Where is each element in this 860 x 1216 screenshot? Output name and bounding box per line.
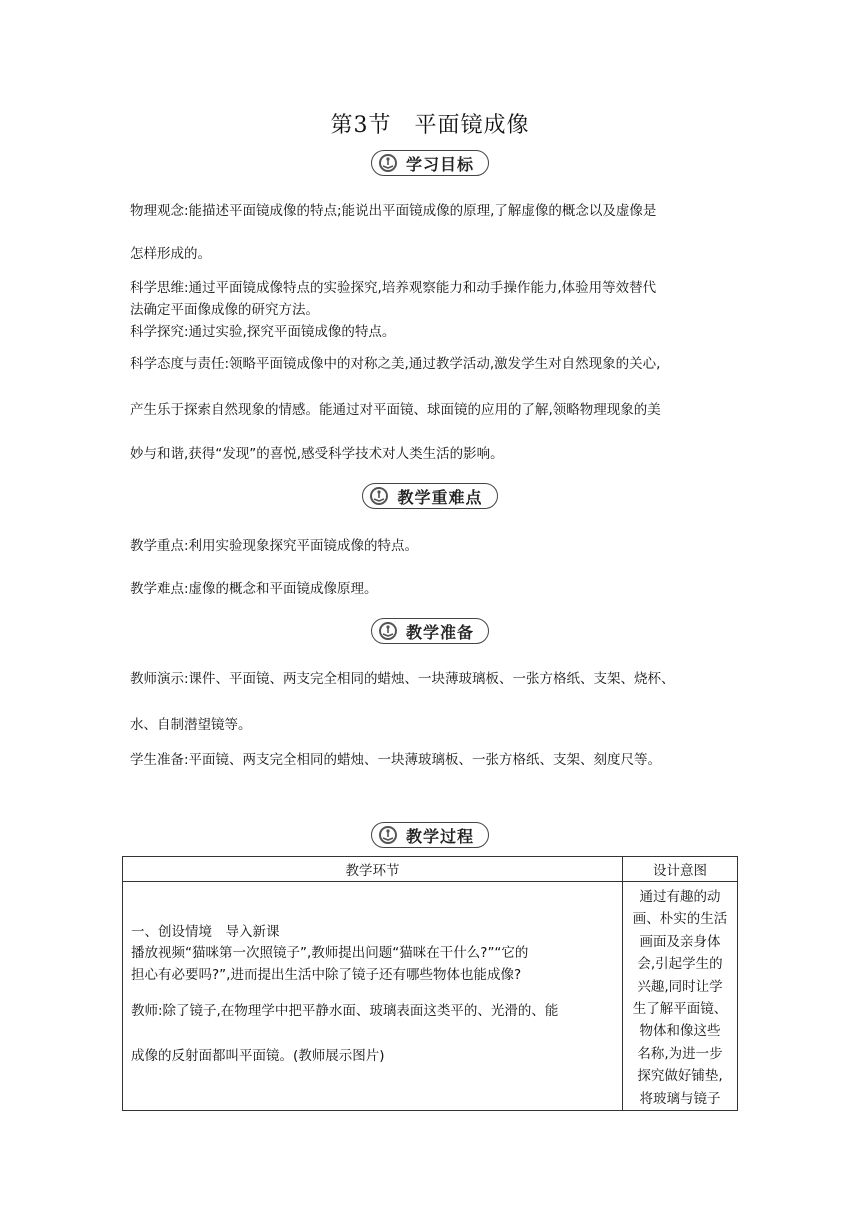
step-title: 一、创设情境 导入新课 bbox=[131, 924, 280, 940]
page-title: 第3节 平面镜成像 bbox=[330, 113, 530, 138]
intent-line: 会,引起学生的 bbox=[637, 956, 723, 973]
section-badge-goals bbox=[0, 150, 860, 176]
prep-teacher: 教师演示:课件、平面镜、两支完全相同的蜡烛、一块薄玻璃板、一张方格纸、支架、烧杯、 bbox=[130, 671, 675, 687]
goal-science-thinking-cont: 法确定平面像成像的研究方法。 bbox=[130, 302, 319, 318]
key-point-difficulty: 教学难点:虚像的概念和平面镜成像原理。 bbox=[130, 581, 378, 597]
table-row bbox=[123, 882, 738, 1111]
step-text: 播放视频“猫咪第一次照镜子”,教师提出问题“猫咪在干什么?”“它的 bbox=[131, 945, 529, 961]
goal-physics-concept-cont: 怎样形成的。 bbox=[130, 246, 211, 262]
intent-line: 画、朴实的生活 bbox=[632, 911, 728, 928]
goal-science-thinking: 科学思维:通过平面镜成像特点的实验探究,培养观察能力和动手操作能力,体验用等效替代 bbox=[130, 280, 657, 296]
section-badge-key-points bbox=[0, 483, 860, 509]
section-title: 教学重难点 bbox=[397, 487, 483, 507]
section-title: 学习目标 bbox=[405, 154, 474, 174]
intent-line: 画面及亲身体 bbox=[639, 933, 721, 950]
section-title: 教学准备 bbox=[405, 622, 474, 642]
table-header-cell: 教学环节 bbox=[123, 857, 623, 882]
book-swirl-icon bbox=[378, 153, 398, 173]
design-intent-cell bbox=[623, 882, 738, 1111]
goal-attitude-cont-1: 产生乐于探索自然现象的情感。能通过对平面镜、球面镜的应用的了解,领略物理现象的美 bbox=[130, 402, 661, 418]
process-table bbox=[122, 856, 738, 1111]
intent-line: 将玻璃与镜子 bbox=[639, 1090, 721, 1107]
process-step-cell bbox=[123, 882, 623, 1111]
step-text: 教师:除了镜子,在物理学中把平静水面、玻璃表面这类平的、光滑的、能 bbox=[131, 1003, 559, 1019]
intent-line: 探究做好铺垫, bbox=[637, 1068, 723, 1085]
prep-teacher-cont: 水、自制潜望镜等。 bbox=[130, 717, 252, 733]
table-header-row bbox=[123, 857, 738, 882]
section-title: 教学过程 bbox=[405, 826, 474, 846]
key-point-focus: 教学重点:利用实验现象探究平面镜成像的特点。 bbox=[130, 538, 419, 554]
intent-line: 名称,为进一步 bbox=[637, 1045, 723, 1062]
intent-line: 物体和像这些 bbox=[639, 1023, 721, 1040]
book-swirl-icon bbox=[369, 486, 389, 506]
goal-science-inquiry: 科学探究:通过实验,探究平面镜成像的特点。 bbox=[130, 324, 396, 340]
book-swirl-icon bbox=[378, 621, 398, 641]
step-text: 成像的反射面都叫平面镜。(教师展示图片) bbox=[131, 1048, 385, 1064]
goal-attitude-cont-2: 妙与和谐,获得“发现”的喜悦,感受科学技术对人类生活的影响。 bbox=[130, 446, 504, 462]
goal-physics-concept: 物理观念:能描述平面镜成像的特点;能说出平面镜成像的原理,了解虚像的概念以及虚像是 bbox=[130, 203, 657, 219]
intent-line: 生了解平面镜、 bbox=[632, 1001, 728, 1018]
prep-student: 学生准备:平面镜、两支完全相同的蜡烛、一块薄玻璃板、一张方格纸、支架、刻度尺等。 bbox=[130, 752, 662, 768]
step-text: 担心有必要吗?”,进而提出生活中除了镜子还有哪些物体也能成像? bbox=[131, 967, 522, 983]
book-swirl-icon bbox=[378, 825, 398, 845]
table-header-cell: 设计意图 bbox=[623, 857, 738, 882]
section-badge-preparation bbox=[0, 618, 860, 644]
intent-line: 兴趣,同时让学 bbox=[637, 978, 723, 995]
section-badge-process bbox=[0, 822, 860, 848]
intent-line: 通过有趣的动 bbox=[639, 889, 721, 905]
goal-attitude: 科学态度与责任:领略平面镜成像中的对称之美,通过教学活动,激发学生对自然现象的关心, bbox=[130, 356, 661, 372]
